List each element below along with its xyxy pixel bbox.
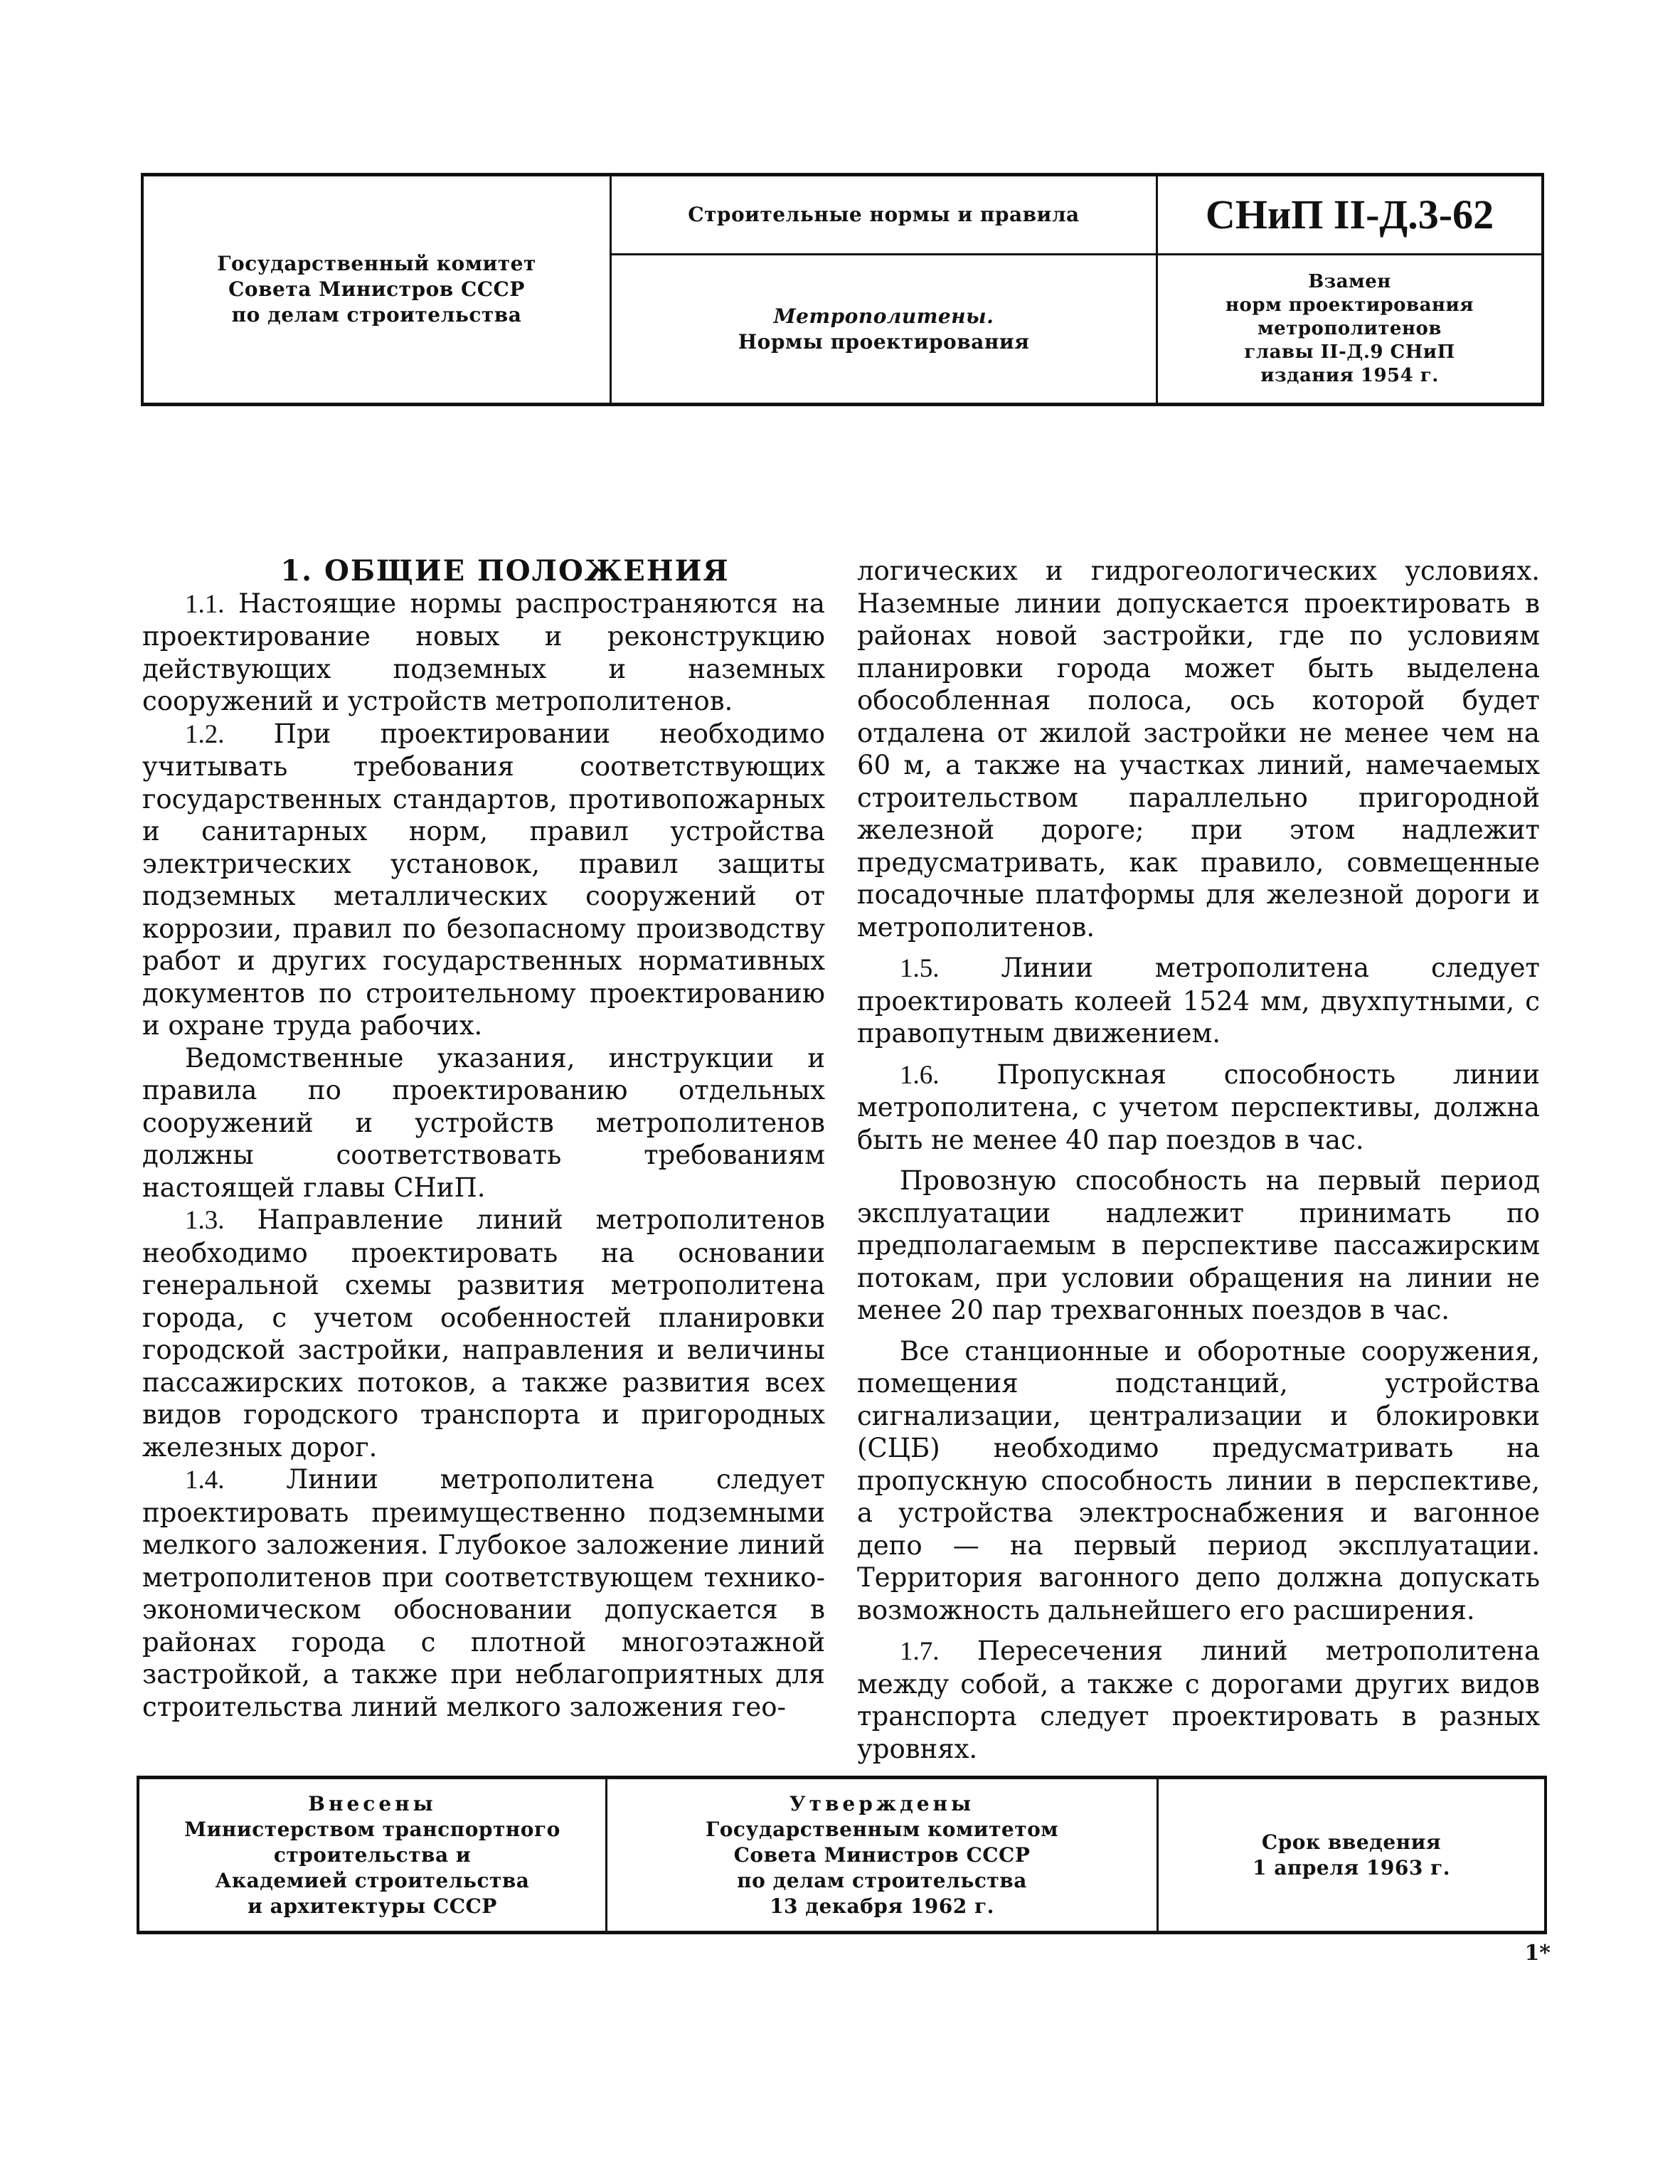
header-middle-bottom — [612, 255, 1156, 403]
paragraph-text: Все станционные и оборотные сооружения, помещения подстанций, устройства сигнализации, централизации и блокировки (СЦБ) необходимо предусматривать на пропускную способность линии в перспективе, а устройства электроснабжения и вагонное депо — на первый период эксплуатации. Территория вагонного депо должна допускать возможность дальнейшего его расширения. — [857, 1335, 1540, 1626]
paragraph — [857, 952, 1540, 1050]
footer-approved-line: Государственным комитетом — [705, 1817, 1059, 1841]
header-right-bottom — [1158, 255, 1541, 403]
footer-approved-line: по делам строительства — [737, 1868, 1027, 1892]
text-column-right — [857, 555, 1540, 1765]
header-organization — [144, 176, 610, 403]
footer-effective-line: Срок введения — [1261, 1830, 1442, 1854]
footer-approved-title: Утверждены — [789, 1791, 975, 1815]
header-org-line: Совета Министров СССР — [228, 277, 525, 301]
footer-approved-line: Совета Министров СССР — [733, 1843, 1031, 1867]
header-doc-subtitle: Нормы проектирования — [738, 329, 1030, 354]
paragraph-text: Линии метрополитена следует проектировать преимущественно подземными мелкого заложения. Глубокое заложение линий метрополитенов при соответствующем технико-экономическом обосновании допускается в районах города с плотной многоэтажной застройкой, а также при неблагоприятных для строительства линий мелкого заложения гео- — [142, 1464, 826, 1722]
paragraph-text: Линии метрополитена следует проектировать колеей 1524 мм, двухпутными, с правопутным движением. — [857, 953, 1541, 1049]
paragraph — [857, 1059, 1540, 1157]
footer-approved — [607, 1779, 1157, 1931]
paragraph-text: Настоящие нормы распространяются на проектирование новых и реконструкцию действующих подземных и наземных сооружений и устройств метрополитенов. — [142, 588, 825, 716]
header-replaces-line: норм проектирования — [1226, 295, 1474, 316]
paragraph-text: Ведомственные указания, инструкции и правила по проектированию отдельных сооружений и устройств метрополитенов должны соответствовать требованиям настоящей главы СНиП. — [142, 1042, 825, 1203]
footer-submitted — [139, 1779, 605, 1931]
paragraph — [857, 1165, 1540, 1327]
header-replaces-line: Взамен — [1308, 271, 1391, 292]
footer-submitted-line: Академией строительства — [215, 1868, 530, 1892]
paragraph-number: 1.3. — [185, 1206, 225, 1235]
paragraph — [142, 1204, 825, 1463]
paragraph — [857, 1635, 1540, 1765]
header-org-line: Государственный комитет — [217, 252, 536, 275]
paragraph-text: Пропускная способность линии метрополитена, с учетом перспективы, должна быть не менее 40 пар поездов в час. — [857, 1059, 1540, 1155]
paragraph — [142, 1042, 825, 1204]
footer-approved-line: 13 декабря 1962 г. — [770, 1894, 994, 1918]
footer-submitted-line: и архитектуры СССР — [248, 1894, 497, 1918]
paragraph-number: 1.2. — [185, 719, 225, 749]
paragraph — [142, 1463, 825, 1723]
paragraph-number: 1.4. — [185, 1465, 225, 1495]
header-replaces-line: издания 1954 г. — [1260, 365, 1439, 386]
footer-submitted-title: Внесены — [308, 1791, 437, 1815]
header-replaces-line: метрополитенов — [1258, 318, 1442, 339]
header-category: Строительные нормы и правила — [688, 203, 1080, 226]
header-org-line: по делам строительства — [231, 303, 522, 327]
paragraph — [857, 555, 1540, 943]
section-heading: 1. ОБЩИЕ ПОЛОЖЕНИЯ — [280, 554, 730, 588]
header-middle-top — [612, 176, 1156, 253]
header-replaces-line: главы II-Д.9 СНиП — [1244, 341, 1455, 363]
paragraph — [142, 588, 825, 718]
header-doc-title: Метрополитены. — [773, 304, 994, 328]
header-right-top — [1158, 176, 1541, 253]
paragraph-text: При проектировании необходимо учитывать требования соответствующих государственных стандартов, противопожарных и санитарных норм, правил устройства электрических установок, правил защиты подземных металлических сооружений от коррозии, правил по безопасному производству работ и других государственных нормативных документов по строительному проектированию и охране труда рабочих. — [142, 718, 826, 1041]
footer-effective-line: 1 апреля 1963 г. — [1252, 1855, 1451, 1880]
footer-submitted-line: Министерством транспортного — [184, 1817, 560, 1841]
page-number: 1* — [1524, 1941, 1551, 1966]
header-table — [141, 173, 1544, 406]
footer-effective-date — [1159, 1779, 1544, 1931]
text-column-left — [142, 555, 825, 1723]
paragraph-text: Пересечения линий метрополитена между собой, а также с дорогами других видов транспорта следует проектировать в разных уровнях. — [857, 1636, 1540, 1764]
paragraph-number: 1.7. — [900, 1637, 940, 1666]
paragraph-text: логических и гидрогеологических условиях. Наземные линии допускается проектировать в районах новой застройки, где по условиям планировки города может быть выделена обособленная полоса, ось которой будет отдалена от жилой застройки не менее чем на 60 м, а также на участках линий, намечаемых строительством параллельно пригородной железной дороге; при этом надлежит предусматривать, как правило, совмещенные посадочные платформы для железной дороги и метрополитенов. — [857, 556, 1540, 943]
paragraph — [142, 718, 825, 1042]
paragraph-text: Направление линий метрополитенов необходимо проектировать на основании генеральной схемы развития метрополитена города, с учетом особенностей планировки городской застройки, направления и величины пассажирских потоков, а также развития всех видов городского транспорта и пригородных железных дорог. — [142, 1204, 825, 1463]
footer-submitted-line: строительства и — [273, 1843, 472, 1867]
paragraph-number: 1.6. — [900, 1060, 940, 1090]
paragraph-number: 1.5. — [900, 954, 940, 983]
header-code: СНиП II-Д.3-62 — [1205, 191, 1494, 238]
paragraph-text: Провозную способность на первый период эксплуатации надлежит принимать по предполагаемым в перспективе пассажирским потокам, при условии обращения на линии не менее 20 пар трехвагонных поездов в час. — [857, 1165, 1540, 1325]
paragraph — [857, 1335, 1540, 1627]
footer-table — [137, 1776, 1547, 1934]
paragraph-number: 1.1. — [185, 589, 225, 619]
